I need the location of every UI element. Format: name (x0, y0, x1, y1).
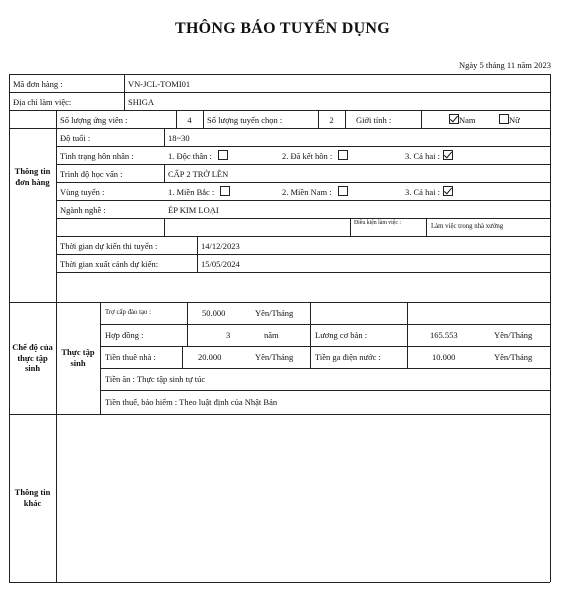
gender-female-option[interactable] (496, 114, 520, 125)
region-south-option[interactable] (282, 186, 348, 197)
region-north-option[interactable] (168, 186, 230, 197)
marital-both-text: 3. Cả hai : (405, 151, 440, 161)
departure-label: Thời gian xuất cảnh dự kiến: (60, 259, 159, 269)
checkbox-icon[interactable] (220, 186, 230, 196)
education-label: Trình độ học vấn : (60, 169, 123, 179)
age-label: Độ tuổi : (60, 133, 91, 143)
gender-male-text: Nam (459, 115, 476, 125)
marital-single-text: 1. Độc thân : (168, 151, 212, 161)
region-both-text: 3. Cả hai : (405, 187, 440, 197)
marital-married-text: 2. Đã kết hôn : (282, 151, 333, 161)
checkbox-icon[interactable] (338, 150, 348, 160)
exam-date-label: Thời gian dự kiến thi tuyển : (60, 241, 158, 251)
checkbox-checked-icon[interactable] (449, 114, 459, 124)
job-label: Ngành nghề : (60, 205, 106, 215)
utilities-label: Tiền ga điện nước : (315, 352, 381, 362)
marital-married-option[interactable] (282, 150, 348, 161)
marital-single-option[interactable] (168, 150, 228, 161)
gender-female-text: Nữ (509, 115, 520, 125)
selected-label: Số lượng tuyển chọn : (207, 115, 283, 125)
applicants-label: Số lượng ứng viên : (60, 115, 128, 125)
region-north-text: 1. Miền Bắc : (168, 187, 215, 197)
other-info-section-label: Thông tin khác (14, 487, 51, 508)
job-value: ÉP KIM LOẠI (168, 205, 219, 215)
utilities-unit: Yên/Tháng (494, 352, 533, 362)
order-code-label: Mã đơn hàng : (13, 79, 63, 89)
base-salary-label: Lương cơ bản : (315, 330, 368, 340)
exam-date-value: 14/12/2023 (201, 241, 240, 251)
gender-label: Giới tính : (356, 115, 392, 125)
utilities-value: 10.000 (432, 352, 456, 362)
contract-label: Hợp đồng : (105, 330, 144, 340)
intern-subsection-label: Thực tập sinh (61, 347, 95, 368)
meals-text: Tiền ăn : Thực tập sinh tự túc (105, 374, 206, 384)
departure-value: 15/05/2024 (201, 259, 240, 269)
marital-label: Tình trạng hôn nhân : (60, 151, 134, 161)
notice-date: Ngày 5 tháng 11 năm 2023 (459, 60, 551, 70)
checkbox-icon[interactable] (499, 114, 509, 124)
base-salary-value: 165.553 (430, 330, 458, 340)
contract-unit: năm (264, 330, 279, 340)
checkbox-icon[interactable] (218, 150, 228, 160)
order-code-value: VN-JCL-TOMI01 (128, 79, 191, 89)
page-title: THÔNG BÁO TUYỂN DỤNG (174, 20, 391, 37)
workplace-label: Địa chỉ làm việc: (13, 97, 72, 107)
selected-value: 2 (329, 115, 334, 125)
condition-value: Làm việc trong nhà xưởng (431, 223, 504, 230)
workplace-value: SHIGA (128, 97, 154, 107)
contract-value: 3 (226, 330, 231, 340)
rent-label: Tiền thuê nhà : (105, 352, 156, 362)
order-info-section-label: Thông tin đơn hàng (14, 166, 51, 187)
rent-value: 20.000 (198, 352, 222, 362)
checkbox-checked-icon[interactable] (443, 150, 453, 160)
region-south-text: 2. Miền Nam : (282, 187, 332, 197)
training-allowance-value: 50.000 (202, 308, 226, 318)
education-value: CẤP 2 TRỞ LÊN (168, 169, 229, 179)
region-label: Vùng tuyển : (60, 187, 105, 197)
age-value: 18~30 (168, 133, 190, 143)
region-both-option[interactable] (405, 186, 453, 197)
checkbox-icon[interactable] (338, 186, 348, 196)
base-salary-unit: Yên/Tháng (494, 330, 533, 340)
training-allowance-label: Trợ cấp đào tạo : (105, 309, 152, 316)
training-allowance-unit: Yên/Tháng (255, 308, 294, 318)
gender-male-option[interactable] (446, 114, 476, 125)
tax-text: Tiền thuế, bảo hiểm : Theo luật định của Nhật Bản (105, 397, 278, 407)
condition-label: Điều kiện làm việc : (354, 220, 402, 226)
marital-both-option[interactable] (405, 150, 453, 161)
applicants-value: 4 (187, 115, 192, 125)
benefits-section-label: Chế độ của thực tập sinh (12, 342, 53, 373)
other-info-content[interactable] (57, 415, 549, 581)
rent-unit: Yên/Tháng (255, 352, 294, 362)
checkbox-checked-icon[interactable] (443, 186, 453, 196)
